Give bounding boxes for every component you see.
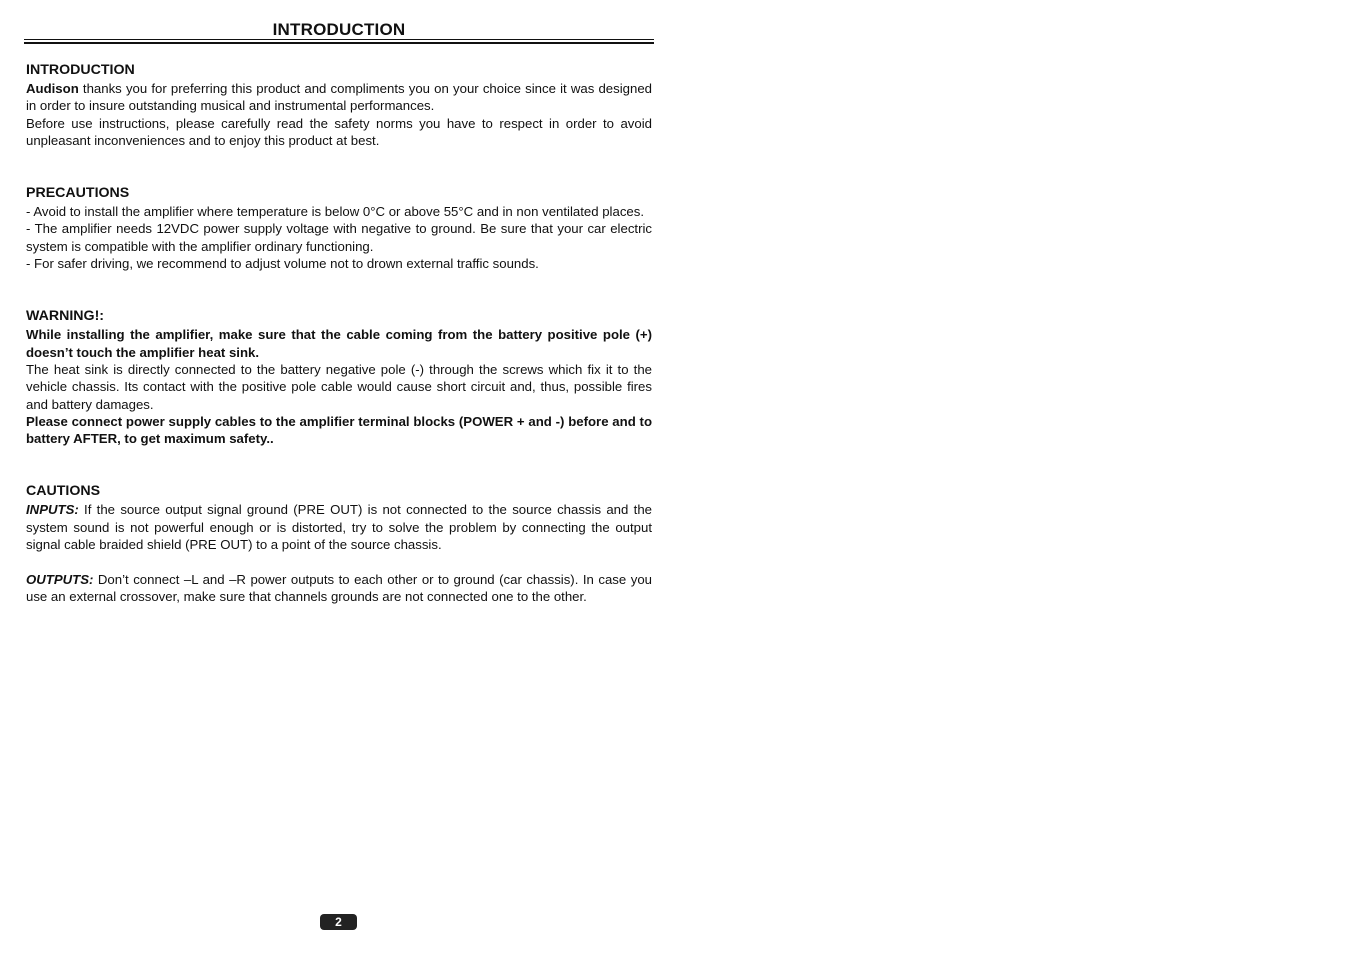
header-rule-thick [24, 42, 654, 44]
page-header [24, 18, 654, 46]
section-gap [26, 447, 652, 482]
cautions-inputs-paragraph [26, 501, 652, 553]
precautions-section [26, 184, 652, 272]
header-rule-thin [24, 39, 654, 40]
precaution-item: - Avoid to install the amplifier where temperature is below 0°C or above 55°C and in non ventilated places. [26, 204, 645, 220]
precaution-item: - The amplifier needs 12VDC power supply voltage with negative to ground. Be sure that your car electric system is compatible with the amplifier ordinary functioning. [26, 221, 652, 254]
introduction-paragraph-1-text: thanks you for preferring this product and compliments you on your choice since it was designed in order to insure outstanding musical and instrumental performances. [26, 81, 652, 114]
introduction-paragraph-2: Before use instructions, please carefully read the safety norms you have to respect in order to avoid unpleasant inconveniences and to enjoy this product at best. [26, 115, 652, 148]
section-gap [26, 272, 652, 307]
document-body [26, 61, 652, 605]
page-number-badge: 2 [320, 914, 357, 930]
precaution-item: - For safer driving, we recommend to adjust volume not to drown external traffic sounds. [26, 256, 539, 272]
page-title: INTRODUCTION [272, 20, 406, 39]
outputs-label: OUTPUTS: [26, 571, 94, 587]
brand-name: Audison [26, 81, 79, 96]
warning-bold-paragraph-2: Please connect power supply cables to the amplifier terminal blocks (POWER + and -) before and to battery AFTER, to get maximum safety.. [26, 413, 652, 447]
warning-paragraph: The heat sink is directly connected to the battery negative pole (-) through the screws which fix it to the vehicle chassis. Its contact with the positive pole cable would cause short circuit and, thus, possible fires and battery damages. [26, 361, 652, 412]
inputs-label: INPUTS: [26, 502, 79, 518]
warning-bold-paragraph-1: While installing the amplifier, make sure that the cable coming from the battery positive pole (+) doesn’t touch the amplifier heat sink. [26, 327, 652, 360]
precautions-heading: PRECAUTIONS [26, 185, 130, 202]
warning-section [26, 307, 652, 447]
outputs-text: Don’t connect –L and –R power outputs to each other or to ground (car chassis). In case you use an external crossover, make sure that channels grounds are not connected one to the other. [26, 571, 652, 604]
cautions-heading: CAUTIONS [26, 483, 101, 500]
blank-line [26, 553, 652, 570]
introduction-section [26, 61, 652, 149]
section-gap [26, 149, 652, 184]
cautions-section [26, 482, 652, 605]
warning-heading: WARNING!: [26, 308, 105, 325]
introduction-heading: INTRODUCTION [26, 62, 135, 78]
cautions-outputs-paragraph [26, 571, 652, 606]
introduction-paragraph-1 [26, 80, 652, 115]
inputs-text: If the source output signal ground (PRE OUT) is not connected to the source chassis and the system sound is not powerful enough or is distorted, try to solve the problem by connecting the output signal cable braided shield (PRE OUT) to a point of the source chassis. [26, 502, 652, 553]
